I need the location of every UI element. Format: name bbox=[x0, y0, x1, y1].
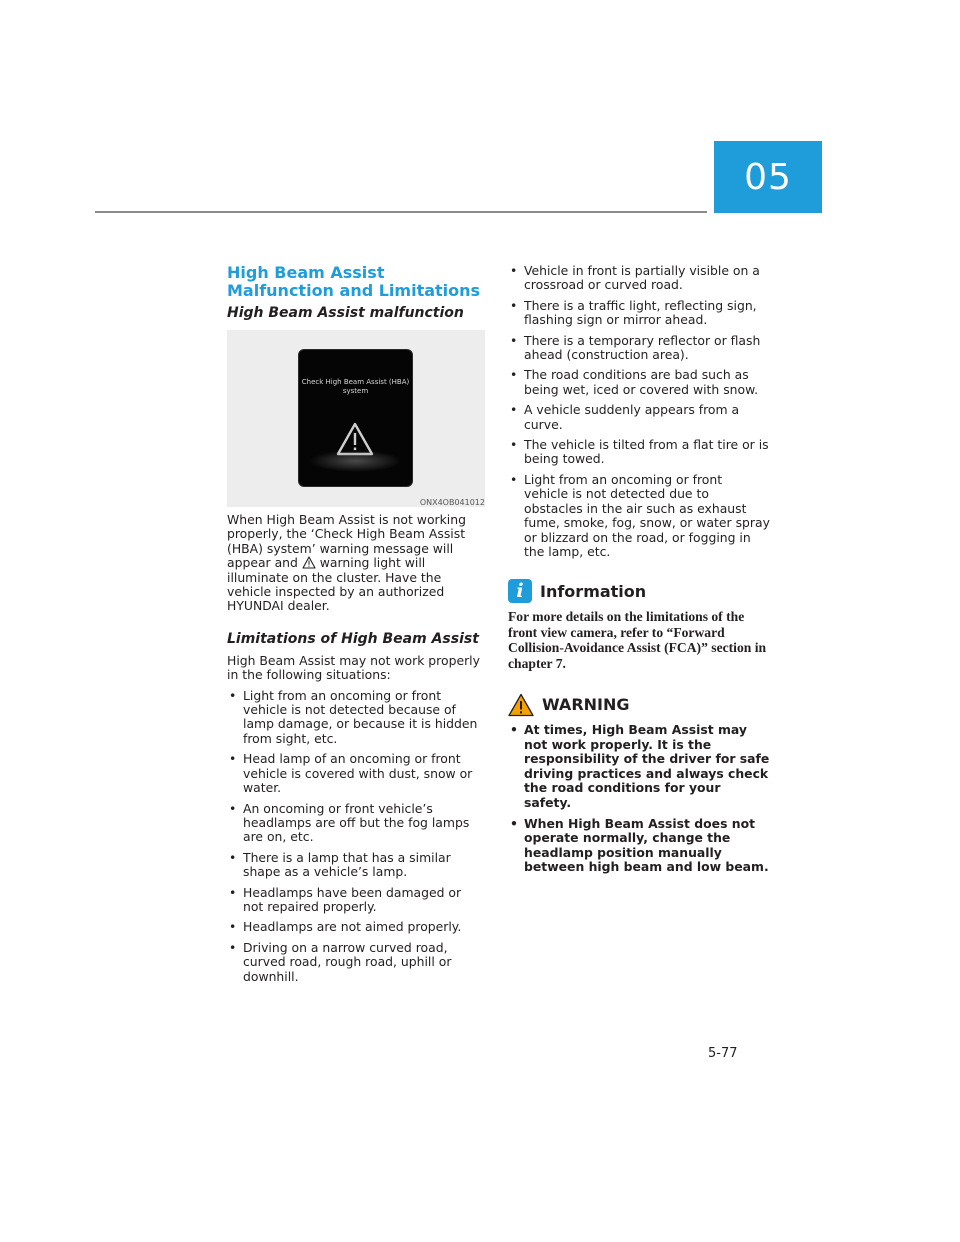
warning-title: WARNING bbox=[542, 695, 630, 715]
malfunction-paragraph bbox=[227, 513, 485, 614]
right-column bbox=[508, 264, 770, 881]
warning-light-icon bbox=[302, 556, 316, 569]
list-item: • Headlamps have been damaged or not repaired properly. bbox=[227, 886, 485, 915]
list-item: • An oncoming or front vehicle’s headlamps are off but the fog lamps are on, etc. bbox=[227, 802, 485, 845]
list-item: • Light from an oncoming or front vehicle is not detected due to obstacles in the air such as exhaust fume, smoke, fog, snow, or water spray or blizzard on the road, or fogging in the lamp, etc. bbox=[508, 473, 770, 559]
limitations-intro: High Beam Assist may not work properly in the following situations: bbox=[227, 652, 480, 683]
list-item: • Headlamps are not aimed properly. bbox=[227, 920, 485, 934]
list-item: • Light from an oncoming or front vehicle is not detected because of lamp damage, or because it is hidden from sight, etc. bbox=[227, 689, 485, 747]
limitations-list-right bbox=[508, 264, 770, 559]
header-rule bbox=[95, 211, 707, 213]
left-column bbox=[227, 264, 485, 990]
section-title: High Beam Assist Malfunction and Limitations bbox=[227, 263, 481, 300]
cluster-figure bbox=[227, 330, 485, 507]
list-item: • At times, High Beam Assist may not work properly. It is the responsibility of the driver for safe driving practices and always check the road conditions for your safety. bbox=[508, 723, 770, 811]
information-text: For more details on the limitations of the front view camera, refer to “Forward Collision-Avoidance Assist (FCA)” section in chapter 7. bbox=[508, 609, 767, 671]
list-item: • Head lamp of an oncoming or front vehicle is covered with dust, snow or water. bbox=[227, 752, 485, 795]
list-item: • The vehicle is tilted from a flat tire or is being towed. bbox=[508, 438, 770, 467]
list-item: • There is a traffic light, reflecting sign, flashing sign or mirror ahead. bbox=[508, 299, 770, 328]
cluster-warning-message: Check High Beam Assist (HBA) system bbox=[301, 378, 410, 395]
malfunction-text-b: warning light will illuminate on the cluster. Have the vehicle inspected by an authorized HYUNDAI dealer. bbox=[227, 555, 445, 614]
information-icon: i bbox=[508, 579, 532, 603]
information-title: Information bbox=[540, 581, 647, 601]
page-number: 5-77 bbox=[708, 1046, 738, 1061]
limitations-list-left bbox=[227, 689, 485, 984]
list-item: • Driving on a narrow curved road, curved road, rough road, uphill or downhill. bbox=[227, 941, 485, 984]
information-header bbox=[508, 579, 770, 603]
list-item: • There is a temporary reflector or flash ahead (construction area). bbox=[508, 334, 770, 363]
screen-glow bbox=[309, 450, 402, 472]
warning-icon bbox=[508, 693, 534, 717]
warning-list bbox=[508, 723, 770, 875]
malfunction-text-a: When High Beam Assist is not working properly, the ‘Check High Beam Assist (HBA) system’ warning message will appear and bbox=[227, 512, 466, 571]
list-item: • When High Beam Assist does not operate normally, change the headlamp position manually between high beam and low beam. bbox=[508, 817, 770, 875]
list-item: • Vehicle in front is partially visible on a crossroad or curved road. bbox=[508, 264, 770, 293]
list-item: • There is a lamp that has a similar shape as a vehicle’s lamp. bbox=[227, 851, 485, 880]
cluster-screen bbox=[299, 350, 412, 486]
chapter-tab bbox=[714, 141, 822, 213]
limitations-subtitle: Limitations of High Beam Assist bbox=[227, 630, 479, 647]
chapter-number: 05 bbox=[744, 156, 792, 198]
figure-code: ONX4OB041012 bbox=[419, 498, 485, 507]
malfunction-subtitle: High Beam Assist malfunction bbox=[227, 305, 464, 321]
warning-header bbox=[508, 693, 770, 717]
list-item: • The road conditions are bad such as being wet, iced or covered with snow. bbox=[508, 368, 770, 397]
list-item: • A vehicle suddenly appears from a curve. bbox=[508, 403, 770, 432]
